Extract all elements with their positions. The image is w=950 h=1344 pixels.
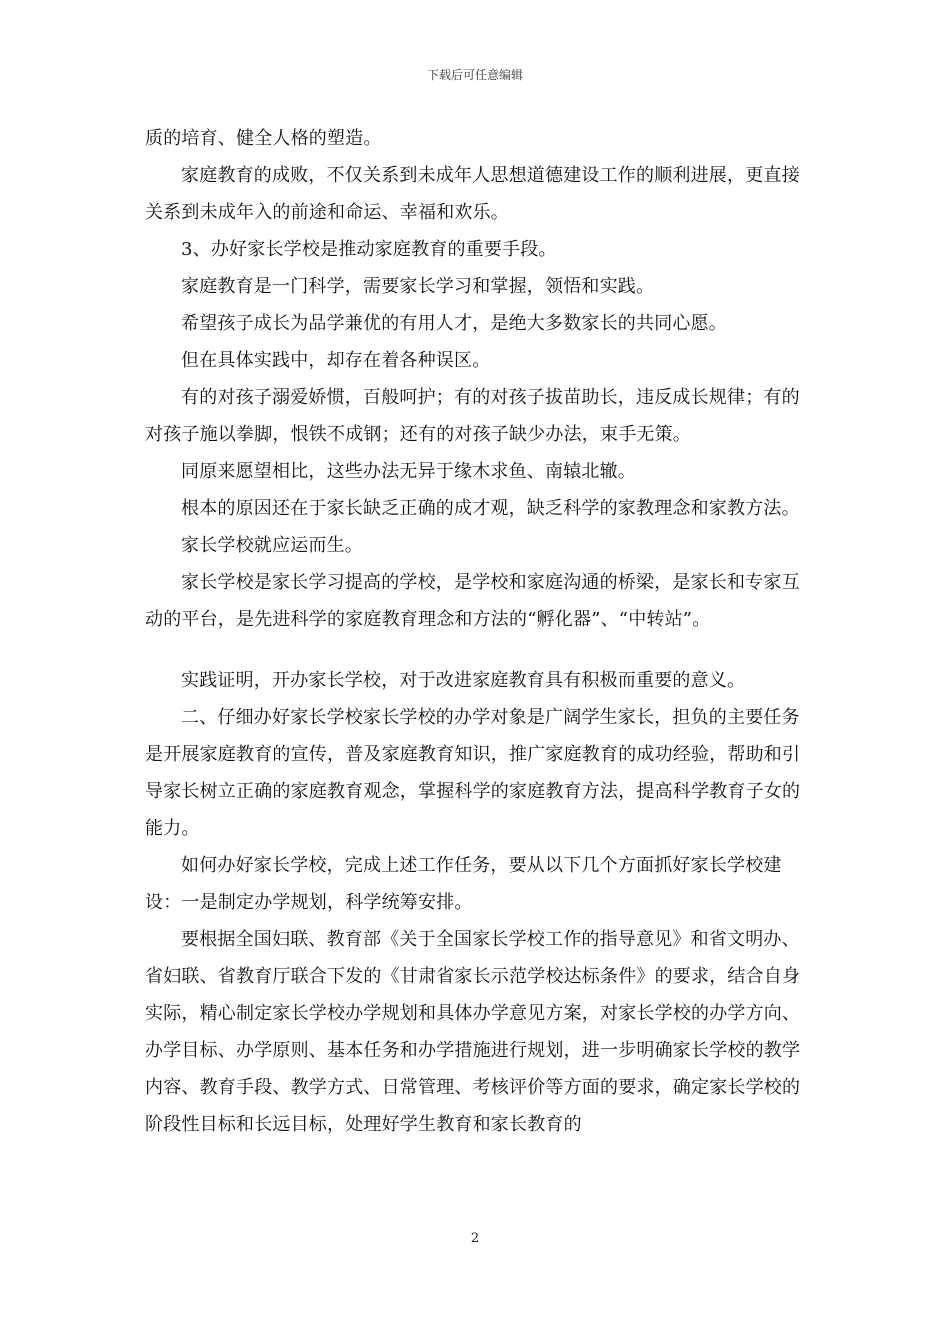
paragraph: 如何办好家长学校，完成上述工作任务，要从以下几个方面抓好家长学校建设：一是制定办学规划，科学统筹安排。 (145, 855, 782, 913)
blank-line (145, 638, 810, 662)
paragraph: 家庭教育是一门科学，需要家长学习和掌握，领悟和实践。 (181, 276, 655, 297)
paragraph: 同原来愿望相比，这些办法无异于缘木求鱼、南辕北辙。 (181, 461, 636, 482)
page-number: 2 (470, 1231, 480, 1246)
paragraph: 质的培育、健全人格的塑造。 (145, 128, 382, 149)
paragraph: 家庭教育的成败，不仅关系到未成年人思想道德建设工作的顺利进展，更直接关系到未成年入的前途和命运、幸福和欢乐。 (145, 165, 800, 223)
paragraph: 二、仔细办好家长学校家长学校的办学对象是广阔学生家长，担负的主要任务是开展家庭教育的宣传，普及家庭教育知识，推广家庭教育的成功经验，帮助和引导家长树立正确的家庭教育观念，掌握科学的家庭教育方法，提高科学教育子女的能力。 (145, 707, 801, 839)
paragraph: 家长学校是家长学习提高的学校，是学校和家庭沟通的桥梁，是家长和专家互动的平台，是先进科学的家庭教育理念和方法的“孵化器”、“中转站”。 (145, 572, 800, 630)
paragraph: 有的对孩子溺爱娇惯，百般呵护；有的对孩子拔苗助长，违反成长规律；有的对孩子施以拳脚，恨铁不成钢；还有的对孩子缺少办法，束手无策。 (145, 387, 800, 445)
page-header: 下载后可任意编辑 (426, 68, 523, 82)
document-body (145, 120, 810, 1143)
paragraph: 要根据全国妇联、教育部《关于全国家长学校工作的指导意见》和省文明办、省妇联、省教育厅联合下发的《甘肃省家长示范学校达标条件》的要求，结合自身实际，精心制定家长学校办学规划和具体办学意见方案，对家长学校的办学方向、办学目标、办学原则、基本任务和办学措施进行规划，进一步明确家长学校的教学内容、教育手段、教学方式、日常管理、考核评价等方面的要求，确定家长学校的阶段性目标和长远目标，处理好学生教育和家长教育的 (145, 929, 801, 1135)
paragraph: 希望孩子成长为品学兼优的有用人才，是绝大多数家长的共同心愿。 (181, 313, 727, 334)
paragraph: 家长学校就应运而生。 (181, 535, 363, 556)
paragraph: 3、办好家长学校是推动家庭教育的重要手段。 (181, 239, 557, 260)
paragraph: 但在具体实践中，却存在着各种误区。 (181, 350, 491, 371)
paragraph: 根本的原因还在于家长缺乏正确的成才观，缺乏科学的家教理念和家教方法。 (181, 498, 800, 519)
paragraph: 实践证明，开办家长学校，对于改进家庭教育具有积极而重要的意义。 (181, 670, 746, 691)
